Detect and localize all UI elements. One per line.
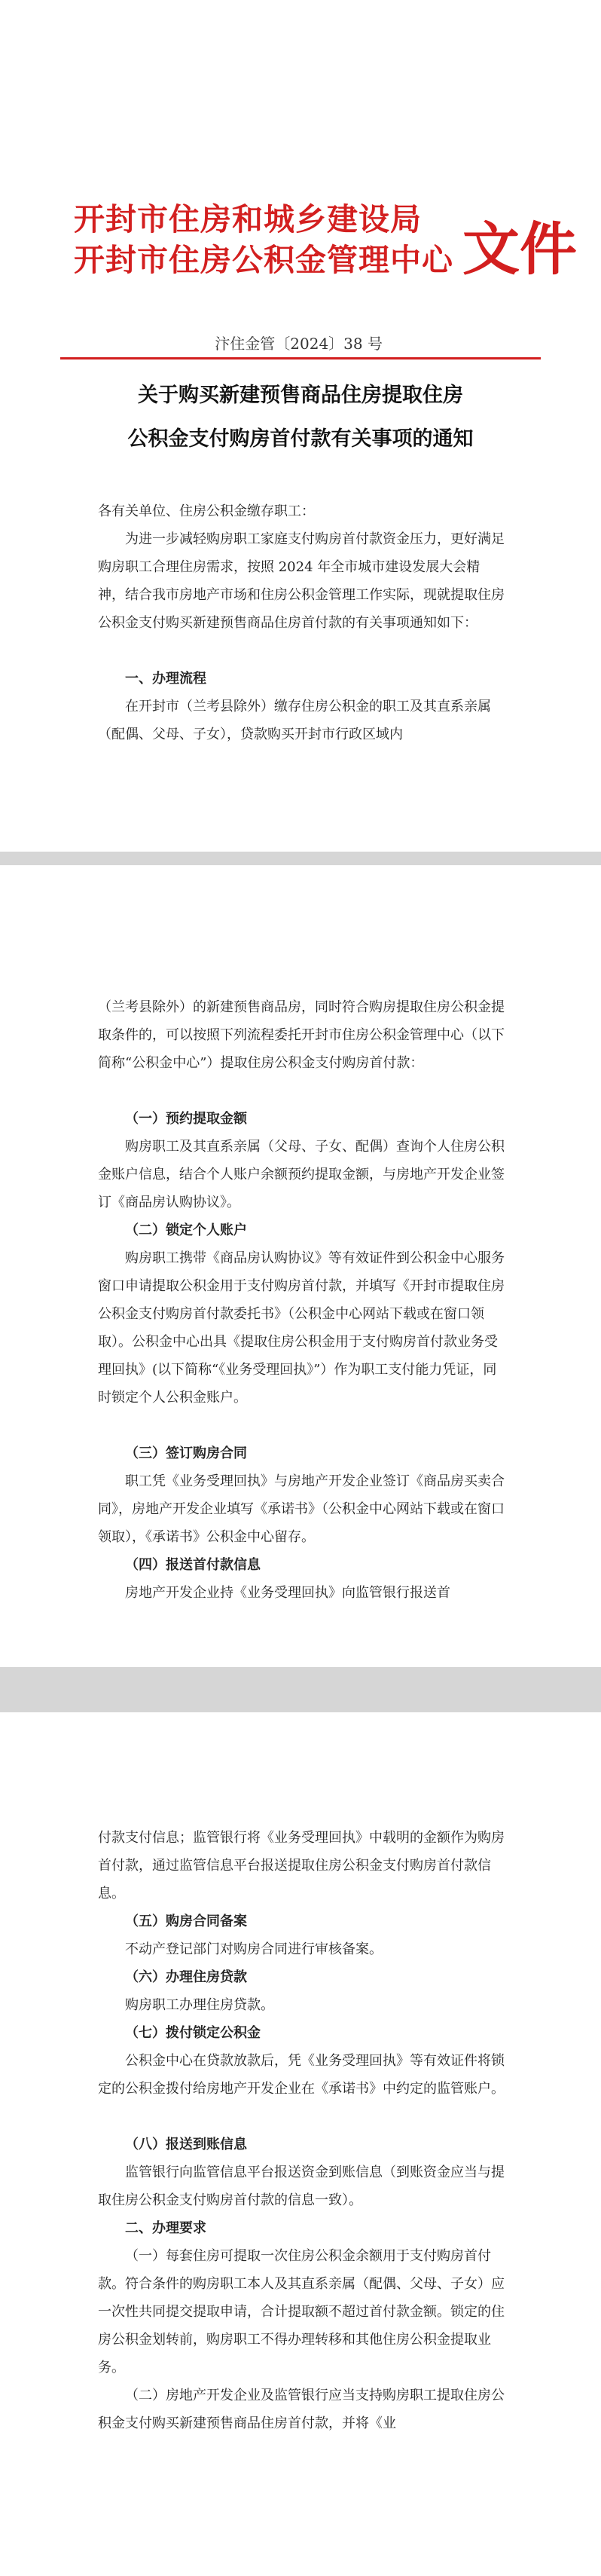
letterhead [74, 188, 577, 283]
paragraph: 付款支付信息；监管银行将《业务受理回执》中载明的金额作为购房首付款，通过监管信息平台报送提取住房公积金支付购房首付款信息。 [98, 1830, 505, 1901]
document-page-3 [0, 1712, 601, 2576]
subsection-heading: （八）报送到账信息 [125, 2137, 247, 2152]
document-title-line-2: 公积金支付购房首付款有关事项的通知 [127, 427, 474, 451]
letterhead-issuer-1: 开封市住房和城乡建设局 [74, 201, 422, 237]
section-heading-2: 二、办理要求 [125, 2220, 206, 2236]
paragraph: 职工凭《业务受理回执》与房地产开发企业签订《商品房买卖合同》，房地产开发企业填写《承诺书》（公积金中心网站下载或在窗口领取），《承诺书》公积金中心留存。 [98, 1473, 505, 1545]
red-divider [60, 357, 541, 359]
paragraph: （兰考县除外）的新建预售商品房，同时符合购房提取住房公积金提取条件的，可以按照下列流程委托开封市住房公积金管理中心（以下简称“公积金中心”）提取住房公积金支付购房首付款： [98, 999, 505, 1071]
subsection-heading: （六）办理住房贷款 [125, 1969, 247, 1985]
section-heading-1: 一、办理流程 [125, 671, 206, 687]
paragraph: （二）房地产开发企业及监管银行应当支持购房职工提取住房公积金支付购买新建预售商品住房首付款，并将《业 [98, 2388, 505, 2431]
salutation: 各有关单位、住房公积金缴存职工： [98, 503, 315, 519]
paragraph: 不动产登记部门对购房合同进行审核备案。 [125, 1941, 383, 1957]
document-page-2 [0, 865, 601, 1667]
subsection-heading: （五）购房合同备案 [125, 1914, 247, 1929]
subsection-heading: （七）拨付锁定公积金 [125, 2025, 261, 2041]
letterhead-issuer-2: 开封市住房公积金管理中心 [74, 242, 453, 278]
paragraph: 购房职工携带《商品房认购协议》等有效证件到公积金中心服务窗口申请提取公积金用于支付购房首付款，并填写《开封市提取住房公积金支付购房首付款委托书》（公积金中心网站下载或在窗口领取）。公积金中心出具《提取住房公积金用于支付购房首付款业务受理回执》(以下简称“《业务受理回执》”）作为职工支付能力凭证，同时锁定个人公积金账户。 [98, 1250, 505, 1406]
paragraph: 购房职工及其直系亲属（父母、子女、配偶）查询个人住房公积金账户信息，结合个人账户余额预约提取金额，与房地产开发企业签订《商品房认购协议》。 [98, 1139, 505, 1210]
paragraph: 在开封市（兰考县除外）缴存住房公积金的职工及其直系亲属（配偶、父母、子女），贷款购买开封市行政区域内 [98, 699, 491, 742]
paragraph: （一）每套住房可提取一次住房公积金余额用于支付购房首付款。符合条件的购房职工本人及其直系亲属（配偶、父母、子女）应一次性共同提交提取申请，合计提取额不超过首付款金额。锁定的住房公积金划转前，购房职工不得办理转移和其他住房公积金提取业务。 [98, 2248, 505, 2376]
paragraph: 房地产开发企业持《业务受理回执》向监管银行报送首 [125, 1585, 450, 1601]
subsection-heading: （二）锁定个人账户 [125, 1222, 247, 1238]
subsection-heading: （四）报送首付款信息 [125, 1557, 261, 1573]
document-number: 汴住金管〔2024〕38 号 [215, 335, 383, 353]
paragraph: 购房职工办理住房贷款。 [125, 1997, 274, 2013]
subsection-heading: （一）预约提取金额 [125, 1111, 247, 1127]
document-page-1 [0, 0, 601, 852]
document-title-line-1: 关于购买新建预售商品住房提取住房 [138, 384, 463, 407]
subsection-heading: （三）签订购房合同 [125, 1446, 247, 1461]
intro-paragraph: 为进一步减轻购房职工家庭支付购房首付款资金压力，更好满足购房职工合理住房需求，按照 2024 年全市城市建设发展大会精神，结合我市房地产市场和住房公积金管理工作实际，现就提取住房公积金支付购买新建预售商品住房首付款的有关事项通知如下： [98, 531, 505, 631]
letterhead-wenjian: 文件 [462, 216, 577, 283]
paragraph: 公积金中心在贷款放款后，凭《业务受理回执》等有效证件将锁定的公积金拨付给房地产开发企业在《承诺书》中约定的监管账户。 [98, 2053, 505, 2097]
paragraph: 监管银行向监管信息平台报送资金到账信息（到账资金应当与提取住房公积金支付购房首付款的信息一致）。 [98, 2165, 505, 2208]
